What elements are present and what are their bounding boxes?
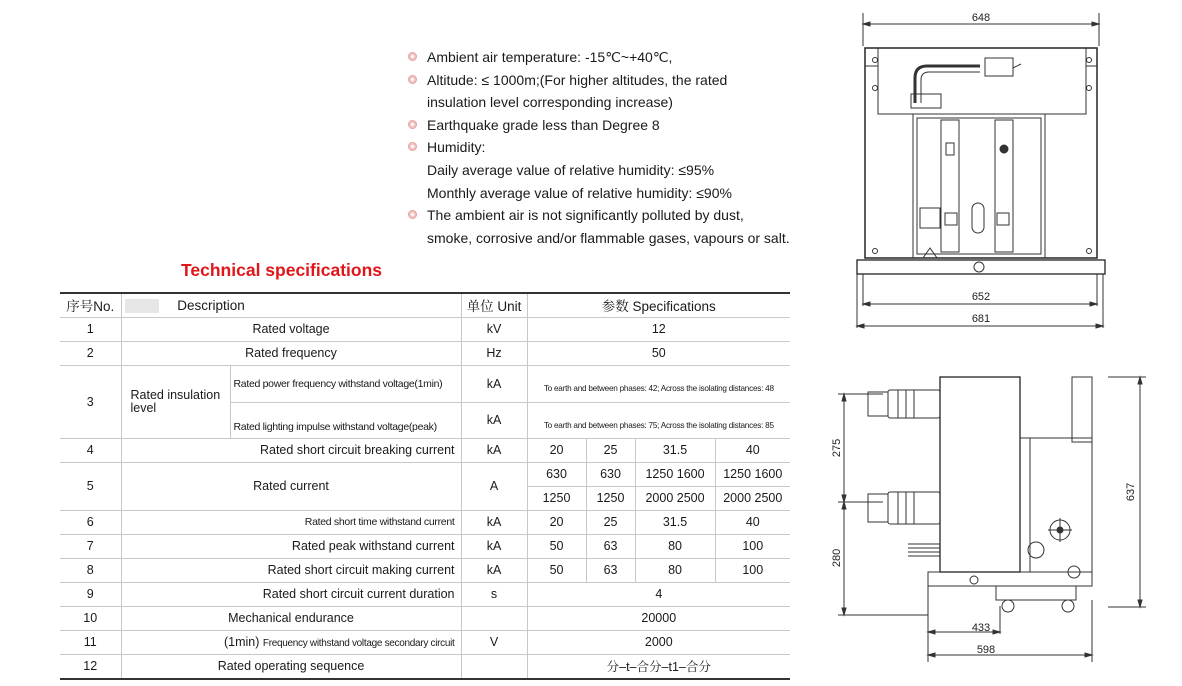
condition-text: Monthly average value of relative humidity: ≤90% — [427, 184, 732, 201]
condition-item — [408, 46, 818, 69]
bullet-icon — [408, 52, 417, 61]
table-row: 3 Rated insulation level Rated power frequency withstand voltage(1min) kA To earth and between phases: 42; Across the isolating distances: 48 — [60, 365, 790, 402]
dim-label: 280 — [831, 548, 843, 568]
bullet-icon — [408, 75, 417, 84]
bullet-icon — [408, 142, 417, 151]
dim-label: 275 — [831, 438, 843, 458]
condition-item — [408, 136, 818, 204]
condition-item — [408, 204, 818, 249]
front-view-drawing — [845, 8, 1110, 338]
dim-label: 648 — [971, 12, 991, 24]
table-row: 2 Rated frequency Hz 50 — [60, 341, 790, 365]
table-header-row — [60, 293, 790, 317]
condition-text: Daily average value of relative humidity: ≤95% — [427, 161, 715, 178]
bullet-icon — [408, 210, 417, 219]
table-row: 9 Rated short circuit current duration s 4 — [60, 582, 790, 606]
table-row: 8 Rated short circuit making current kA 50 63 80 100 — [60, 558, 790, 582]
ambient-conditions-list — [408, 46, 818, 249]
table-row: Rated lighting impulse withstand voltage(peak) kA To earth and between phases: 75; Across the isolating distances: 85 — [60, 402, 790, 438]
dim-label: 637 — [1125, 482, 1137, 502]
dim-label: 652 — [971, 291, 991, 303]
dim-label: 681 — [971, 313, 991, 325]
table-row: 5 Rated current A 630 630 1250 1600 1250 1600 — [60, 462, 790, 486]
table-row: 12 Rated operating sequence 分–t–合分–t1–合分 — [60, 654, 790, 679]
header-description: Description — [121, 293, 461, 317]
header-unit: 单位 Unit — [461, 293, 527, 317]
condition-item — [408, 69, 818, 114]
dim-label: 433 — [971, 622, 991, 634]
dim-label: 598 — [976, 644, 996, 656]
table-row: 1 Rated voltage kV 12 — [60, 317, 790, 341]
condition-text: insulation level corresponding increase) — [427, 94, 673, 111]
condition-text: The ambient air is not significantly polluted by dust, — [427, 207, 744, 224]
table-row: 11 (1min) Frequency withstand voltage secondary circuit V 2000 — [60, 630, 790, 654]
header-spec: 参数 Specifications — [527, 293, 790, 317]
table-row: 4 Rated short circuit breaking current kA 20 25 31.5 40 — [60, 438, 790, 462]
condition-text: Earthquake grade less than Degree 8 — [427, 116, 660, 133]
condition-text: smoke, corrosive and/or flammable gases, vapours or salt. — [427, 229, 790, 246]
side-view-drawing — [828, 372, 1168, 672]
condition-text: Altitude: ≤ 1000m;(For higher altitudes, the rated — [427, 71, 728, 88]
table-row: 10 Mechanical endurance 20000 — [60, 606, 790, 630]
section-title: Technical specifications — [181, 260, 382, 280]
condition-text: Ambient air temperature: -15℃~+40℃, — [427, 49, 673, 65]
condition-text: Humidity: — [427, 139, 486, 156]
table-row: 1250 1250 2000 2500 2000 2500 — [60, 486, 790, 510]
header-no: 序号No. — [60, 293, 121, 317]
bullet-icon — [408, 120, 417, 129]
table-row: 7 Rated peak withstand current kA 50 63 80 100 — [60, 534, 790, 558]
spec-table — [60, 292, 790, 680]
header-highlight — [125, 299, 159, 313]
condition-item — [408, 114, 818, 137]
table-row: 6 Rated short time withstand current kA 20 25 31.5 40 — [60, 510, 790, 534]
